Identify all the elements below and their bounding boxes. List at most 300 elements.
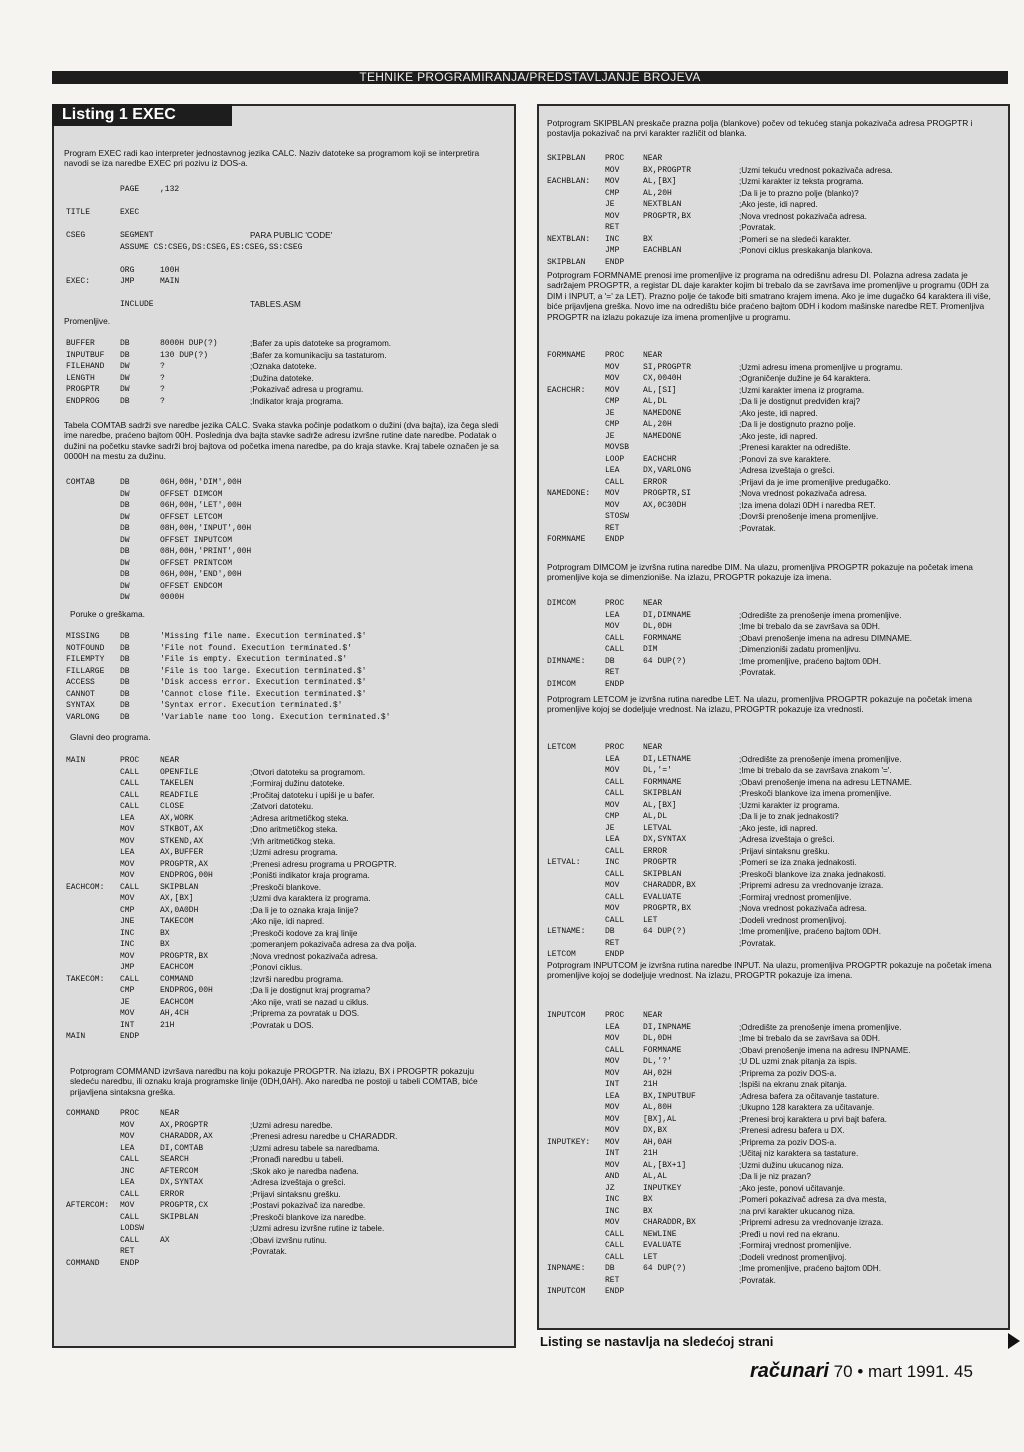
code-arg: ? — [160, 362, 165, 371]
code-line — [66, 1020, 417, 1032]
code-arg: NEWLINE — [643, 1229, 677, 1239]
code-op: DB — [120, 666, 130, 676]
listing-panel-right — [537, 104, 1010, 1330]
code-line — [66, 288, 332, 300]
code-op: RET — [120, 1247, 135, 1256]
page-number: 45 — [954, 1362, 973, 1381]
code-line — [66, 928, 417, 940]
code-label: INPUTBUF — [66, 350, 105, 360]
code-line — [66, 523, 250, 535]
code-line — [66, 265, 332, 277]
code-block-comtab — [66, 477, 250, 604]
code-op: DB — [605, 656, 615, 666]
code-op: MOV — [605, 1103, 620, 1112]
code-arg: 'Cannot close file. Execution terminated.$' — [160, 689, 367, 699]
code-op: PROC — [605, 351, 625, 360]
code-line — [66, 207, 332, 219]
code-op: PROC — [120, 756, 140, 765]
code-arg: EACHCHR — [643, 454, 677, 464]
code-arg: 08H,00H,'INPUT',00H — [160, 524, 252, 533]
code-label: INPUTKEY: — [547, 1137, 591, 1147]
code-comment: ;Dno aritmetičkog steka. — [250, 825, 338, 834]
code-line — [547, 679, 912, 691]
code-comment: ;Nova vrednost pokazivača adresa. — [739, 489, 867, 498]
code-line — [66, 500, 250, 512]
code-comment: ;Uzmi dužinu ukucanog niza. — [739, 1160, 844, 1170]
code-comment: ;Povratak. — [739, 668, 776, 677]
code-arg: 64 DUP(?) — [643, 1264, 687, 1273]
code-op: MOV — [605, 211, 620, 221]
command-text: Potprogram COMMAND izvršava naredbu na koju pokazuje PROGPTR. Na izlazu, BX i PROGPTR pokazuju sledeću naredbu, ili oznaku kraja programske linije (0DH,0AH). Ako naredba ne postoji u tabeli COMTAB, biće prijavljena sintaksna greška. — [70, 1066, 478, 1097]
code-arg: DL,'?' — [643, 1057, 672, 1066]
code-label: BUFFER — [66, 339, 95, 348]
code-label: DIMCOM — [547, 679, 576, 689]
code-line — [547, 857, 912, 869]
code-comment: ;Priprema za povratak u DOS. — [250, 1009, 360, 1018]
code-op: JE — [605, 200, 615, 209]
code-line — [547, 938, 912, 950]
code-line — [66, 219, 332, 231]
code-line — [547, 1240, 911, 1252]
code-line — [547, 915, 912, 927]
code-op: RET — [605, 938, 620, 948]
code-label: DIMNAME: — [547, 656, 586, 666]
code-op: MOV — [605, 489, 620, 498]
code-comment: ;Da li je dostignuto prazno polje. — [739, 420, 856, 429]
code-op: INT — [120, 1020, 135, 1030]
code-arg: NEAR — [160, 1109, 180, 1118]
code-label: TAKECOM: — [66, 974, 105, 984]
code-op: MOV — [605, 1034, 620, 1043]
code-comment: ;Da li je niz prazan? — [739, 1172, 811, 1181]
code-arg: LET — [643, 915, 658, 925]
code-arg: DI,COMTAB — [160, 1143, 204, 1153]
code-comment: ;Preskoči blankove iza naredbe. — [250, 1212, 367, 1222]
code-comment: ;Povratak. — [739, 938, 776, 948]
code-label: FORMNAME — [547, 351, 586, 360]
code-label: NOTFOUND — [66, 643, 105, 653]
code-op: LODSW — [120, 1224, 145, 1233]
code-op: DW — [120, 593, 130, 602]
code-op: DB — [120, 547, 130, 556]
code-arg: NEAR — [160, 756, 180, 765]
code-line — [66, 384, 391, 396]
code-line — [66, 361, 391, 373]
code-arg: 'Syntax error. Execution terminated.$' — [160, 701, 343, 710]
code-arg: PROGPTR,BX — [643, 211, 692, 221]
code-arg: AL,[BX+1] — [643, 1160, 687, 1170]
code-op: JMP — [605, 246, 620, 255]
code-arg: READFILE — [160, 790, 199, 800]
code-comment: ;Obavi prenošenje imena na adresu DIMNAME. — [739, 633, 912, 643]
code-line — [547, 362, 902, 374]
code-op: LEA — [605, 1091, 620, 1101]
code-comment: ;Uzmi adresu tabele sa naredbama. — [250, 1143, 380, 1153]
code-op: PAGE — [120, 185, 140, 194]
code-label: VARLONG — [66, 712, 100, 722]
code-line — [547, 1206, 911, 1218]
code-line — [66, 184, 332, 196]
code-label: MAIN — [66, 756, 86, 765]
code-op: MOV — [120, 1120, 135, 1130]
code-line — [547, 234, 893, 246]
magazine-logo: računari — [750, 1360, 829, 1382]
code-arg: EVALUATE — [643, 1241, 682, 1250]
code-op: MOV — [605, 1068, 620, 1078]
code-arg: SKIPBLAN — [643, 869, 682, 879]
code-op: CMP — [605, 812, 620, 821]
code-comment: ;Adresa izveštaja o grešci. — [739, 835, 835, 844]
code-arg: MAIN — [160, 277, 180, 286]
code-arg: BX — [643, 234, 653, 244]
code-op: MOV — [605, 800, 620, 810]
code-op: DB — [120, 689, 130, 699]
code-line — [66, 712, 391, 724]
code-comment: ;Indikator kraja programa. — [250, 396, 344, 406]
code-line — [66, 1008, 417, 1020]
code-arg: SKIPBLAN — [160, 882, 199, 892]
code-comment: ;Prenesi adresu programa u PROGPTR. — [250, 859, 397, 869]
code-comment: ;Ime bi trebalo da se završava sa 0DH. — [739, 1034, 881, 1043]
code-op: ENDP — [605, 679, 625, 689]
code-line — [547, 1148, 911, 1160]
code-comment: ;Uzmi karakter imena iz programa. — [739, 385, 865, 395]
code-op: LEA — [605, 754, 620, 764]
code-arg: BX — [643, 1206, 653, 1216]
code-arg: OPENFILE — [160, 767, 199, 777]
code-op: DB — [120, 655, 130, 664]
code-comment: ;Ime bi trebalo da se završava znakom '='. — [739, 766, 892, 775]
code-arg: ? — [160, 373, 165, 383]
footer-bullet: • — [857, 1362, 864, 1381]
code-op: RET — [605, 223, 620, 232]
code-label: LETCOM — [547, 743, 576, 752]
code-op: CALL — [605, 892, 625, 902]
code-line — [547, 1102, 911, 1114]
code-line — [547, 800, 912, 812]
code-line — [547, 610, 912, 622]
code-op: CALL — [605, 846, 625, 856]
code-arg: DX,SYNTAX — [643, 835, 687, 844]
code-op: JNC — [120, 1166, 135, 1176]
code-line — [547, 431, 902, 443]
code-op: JE — [120, 997, 130, 1007]
code-arg: AH,4CH — [160, 1009, 189, 1018]
code-line — [547, 1160, 911, 1172]
code-line — [547, 811, 912, 823]
code-line — [547, 754, 912, 766]
code-comment: ;Pređi u novi red na ekranu. — [739, 1229, 840, 1239]
code-arg: DX,SYNTAX — [160, 1178, 204, 1187]
code-comment: ;Prijavi da je ime promenljive predugačko. — [739, 477, 891, 487]
code-arg: DI,DIMNAME — [643, 610, 692, 620]
code-comment: ;Pokazivač adresa u programu. — [250, 385, 364, 394]
code-arg: NEXTBLAN — [643, 200, 682, 209]
code-arg: EACHBLAN — [643, 246, 682, 255]
code-op: ENDP — [605, 1287, 625, 1296]
code-comment: ;Poništi indikator kraja programa. — [250, 871, 370, 880]
code-op: MOV — [605, 500, 620, 510]
code-op: DB — [605, 927, 615, 936]
code-line — [547, 488, 902, 500]
code-op: DB — [120, 339, 130, 348]
code-comment: ;Povratak. — [739, 523, 776, 533]
code-comment: ;Adresa aritmetičkog steka. — [250, 813, 349, 823]
code-line — [66, 962, 417, 974]
code-op: MOV — [120, 1201, 135, 1210]
code-comment: ;Ponovi ciklus. — [250, 963, 303, 972]
code-arg: CHARADDR,BX — [643, 881, 696, 890]
code-arg: OFFSET DIMCOM — [160, 489, 223, 499]
code-op: LEA — [605, 466, 620, 475]
code-comment: ;Preskoči kodove za kraj linije — [250, 928, 358, 938]
code-arg: DX,VARLONG — [643, 466, 692, 475]
code-op: CALL — [605, 633, 625, 643]
code-op: MOV — [605, 1160, 620, 1170]
code-op: SEGMENT — [120, 231, 154, 240]
code-comment: ;Pronađi naredbu u tabeli. — [250, 1155, 344, 1164]
code-op: EXEC — [120, 208, 140, 217]
code-comment: ;Pomeri se na sledeći karakter. — [739, 234, 851, 244]
code-line — [66, 893, 417, 905]
code-line — [547, 1114, 911, 1126]
code-line — [66, 905, 417, 917]
code-line — [547, 903, 912, 915]
code-line — [547, 1275, 911, 1287]
code-arg: TAKELEN — [160, 779, 194, 788]
code-line — [547, 1183, 911, 1195]
code-op: LEA — [120, 813, 135, 823]
code-comment: ;Učitaj niz karaktera sa tastature. — [739, 1149, 859, 1158]
code-op: RET — [605, 668, 620, 677]
code-arg: DI,LETNAME — [643, 754, 692, 764]
code-arg: LET — [643, 1252, 658, 1262]
code-comment: ;Vrh aritmetičkog steka. — [250, 836, 336, 846]
code-line — [66, 1200, 397, 1212]
code-line — [66, 1177, 397, 1189]
code-line — [547, 165, 893, 177]
code-comment: ;Nova vrednost pokazivača adresa. — [250, 951, 378, 961]
code-line — [66, 859, 417, 871]
code-comment: ;Prijavi sintaksnu grešku. — [250, 1189, 341, 1199]
code-op: LOOP — [605, 454, 625, 464]
code-line — [66, 196, 332, 208]
code-comment: ;Uzmi karakter iz programa. — [739, 800, 840, 810]
code-op: INT — [605, 1080, 620, 1089]
code-op: CMP — [605, 397, 620, 406]
code-comment: ;Adresa bafera za očitavanje tastature. — [739, 1091, 880, 1101]
code-comment: ;Izvrši naredbu programa. — [250, 974, 344, 984]
code-op: JE — [605, 408, 615, 418]
code-comment: ;Adresa izveštaja o grešci. — [250, 1178, 346, 1187]
code-block-header — [66, 184, 332, 311]
code-line — [547, 1125, 911, 1137]
code-op: DW — [120, 362, 130, 371]
code-op: JE — [605, 823, 615, 833]
code-label: MISSING — [66, 632, 100, 641]
code-arg: PROGPTR,SI — [643, 489, 692, 498]
code-line — [547, 1022, 911, 1034]
code-op: ENDP — [120, 1032, 140, 1041]
code-line — [66, 489, 250, 501]
code-op: JNE — [120, 917, 135, 926]
code-comment: ;Iza imena dolazi 0DH i naredba RET. — [739, 500, 876, 510]
code-comment: ;Uzmi adresu izvršne rutine iz tabele. — [250, 1224, 385, 1233]
code-line — [66, 870, 417, 882]
code-op: PROC — [605, 1011, 625, 1020]
code-op: DB — [120, 712, 130, 722]
code-comment: ;Ako nije, vrati se nazad u ciklus. — [250, 997, 369, 1007]
code-arg: TAKECOM — [160, 917, 194, 926]
code-line — [547, 1286, 911, 1298]
code-line — [547, 465, 902, 477]
code-comment: ;Bafer za komunikaciju sa tastaturom. — [250, 350, 387, 360]
code-line — [66, 997, 417, 1009]
code-line — [547, 1079, 911, 1091]
code-arg: ,132 — [160, 185, 180, 194]
code-arg: LETVAL — [643, 823, 672, 833]
code-block-dimcom — [547, 598, 912, 690]
code-line — [547, 1033, 911, 1045]
code-line — [547, 396, 902, 408]
code-line — [547, 1056, 911, 1068]
code-comment: ;Uzmi tekuću vrednost pokazivača adresa. — [739, 165, 893, 175]
code-comment: ;Ime promenljive, praćeno bajtom 0DH. — [739, 1264, 881, 1273]
code-arg: AX,0C30DH — [643, 500, 687, 510]
code-arg: NEAR — [643, 599, 663, 608]
code-line — [547, 419, 902, 431]
code-line — [547, 500, 902, 512]
code-op: CALL — [120, 1235, 140, 1245]
errors-heading: Poruke o greškama. — [70, 609, 145, 619]
code-op: CALL — [605, 1229, 625, 1239]
code-label: LETNAME: — [547, 927, 586, 936]
code-op: JZ — [605, 1183, 615, 1193]
code-op: DB — [120, 478, 130, 487]
code-comment: PARA PUBLIC 'CODE' — [250, 231, 333, 240]
code-op: JE — [605, 431, 615, 441]
code-op: CALL — [120, 767, 140, 777]
code-label: LETVAL: — [547, 858, 581, 867]
code-label: FILEMPTY — [66, 655, 105, 664]
code-arg: DI,INPNAME — [643, 1022, 692, 1032]
code-line — [547, 534, 902, 546]
code-comment: ;Oznaka datoteke. — [250, 362, 317, 371]
code-comment: ;Ograničenje dužine je 64 karaktera. — [739, 374, 871, 383]
code-block-errors — [66, 631, 391, 723]
code-line — [66, 1212, 397, 1224]
code-label: NAMEDONE: — [547, 489, 591, 498]
code-line — [547, 926, 912, 938]
code-line — [547, 245, 893, 257]
code-op: MOV — [120, 836, 135, 846]
code-comment: ;Skok ako je naredba nađena. — [250, 1166, 359, 1176]
code-comment: ;Formiraj dužinu datoteke. — [250, 779, 345, 788]
code-comment: ;Formiraj vrednost promenljive. — [739, 892, 852, 902]
code-line — [66, 1189, 397, 1201]
code-comment: ;Prijavi sintaksnu grešku. — [739, 846, 830, 856]
code-op: CMP — [605, 420, 620, 429]
code-comment: ;Da li je to oznaka kraja linije? — [250, 905, 359, 915]
code-line — [547, 350, 902, 362]
code-line — [547, 442, 902, 454]
code-op: DB — [120, 350, 130, 360]
code-line — [66, 847, 417, 859]
code-comment: ;Adresa izveštaja o grešci. — [739, 466, 835, 475]
code-arg: OFFSET LETCOM — [160, 512, 223, 522]
issue-number: 70 — [833, 1362, 853, 1381]
code-line — [66, 700, 343, 712]
code-op: DB — [120, 396, 130, 406]
code-arg: PROGPTR,BX — [643, 904, 692, 913]
code-arg: 21H — [160, 1020, 175, 1030]
code-op: DW — [120, 535, 130, 545]
code-line — [547, 477, 902, 489]
code-op: CALL — [605, 477, 625, 487]
code-arg: CX,0040H — [643, 374, 682, 383]
code-label: MAIN — [66, 1032, 86, 1041]
code-arg: ERROR — [643, 477, 668, 487]
code-label: SKIPBLAN — [547, 154, 586, 163]
intro-text: Program EXEC radi kao interpreter jednostavnog jezika CALC. Naziv datoteke sa programom koji se interpretira navodi se iza naredbe EXEC pri pozivu iz DOS-a. — [64, 148, 480, 169]
code-label: EACHCOM: — [66, 882, 105, 892]
code-comment: ;Ako jeste, idi napred. — [739, 431, 818, 441]
code-arg: DL,0DH — [643, 622, 672, 631]
formname-text: Potprogram FORMNAME prenosi ime promenljive iz programa na odredišnu adresu DI. Polazna adresa zadata je sadržajem PROGPTR, a registar DL daje karakter kojim bi trebalo da se završava ime promenljive u programu (0DH za DIM i INPUT, a '=' za LET). Prazno polje će takođe biti smatrano krajem imena. Ako je ime dugačko 64 karaktera ili više, biće prijavljena greška. Novo ime na odredištu biće praćeno bajtom 0DH i kodom mašinske naredbe RET. Promenljiva PROGPTR na izlazu pokazuje iza imena promenljive u programu. — [547, 270, 991, 322]
code-line — [66, 1235, 397, 1247]
code-op: MOV — [120, 1009, 135, 1018]
code-comment: ;Uzmi dva karaktera iz programa. — [250, 894, 371, 903]
code-label: ENDPROG — [66, 396, 100, 406]
code-op: MOV — [120, 859, 135, 869]
code-op: CALL — [605, 777, 625, 787]
code-line — [66, 790, 417, 802]
code-line — [547, 949, 912, 961]
code-op: MOV — [120, 894, 135, 903]
code-block-inputcom — [547, 1010, 911, 1298]
code-label: LENGTH — [66, 373, 95, 383]
code-op: ENDP — [120, 1258, 140, 1268]
code-comment: ;Dovrši prenošenje imena promenljive. — [739, 512, 879, 521]
code-arg: NEAR — [643, 154, 663, 163]
code-arg: FORMNAME — [643, 1045, 682, 1055]
code-arg: 06H,00H,'DIM',00H — [160, 478, 242, 487]
code-arg: EVALUATE — [643, 892, 682, 902]
code-label: CSEG — [66, 231, 86, 240]
listing-title: Listing 1 EXEC — [52, 104, 232, 126]
code-op: LEA — [120, 1143, 135, 1153]
code-comment: ;Pripremi adresu za vrednovanje izraza. — [739, 881, 884, 890]
code-label: TITLE — [66, 208, 91, 217]
code-comment: ;Ime promenljive, praćeno bajtom 0DH. — [739, 927, 881, 936]
code-line — [66, 689, 367, 701]
code-comment: ;Dimenzioniši zadatu promenljivu. — [739, 645, 861, 654]
code-line — [547, 408, 902, 420]
code-op: RET — [605, 523, 620, 533]
code-label: LETCOM — [547, 950, 576, 959]
code-comment: ;Ako jeste, idi napred. — [739, 408, 818, 418]
code-line — [66, 1258, 397, 1270]
code-arg: PROGPTR,BX — [160, 951, 209, 961]
code-arg: 64 DUP(?) — [643, 927, 687, 936]
code-line — [547, 211, 893, 223]
code-comment: ;Da li je dostignut kraj programa? — [250, 986, 371, 995]
code-line — [66, 836, 417, 848]
code-comment: ;pomeranjem pokazivača adresa za dva polja. — [250, 940, 417, 949]
code-op: DB — [120, 524, 130, 533]
code-arg: SKIPBLAN — [643, 789, 682, 798]
code-comment: ;Preskoči blankove iza znaka jednakosti. — [739, 869, 886, 879]
